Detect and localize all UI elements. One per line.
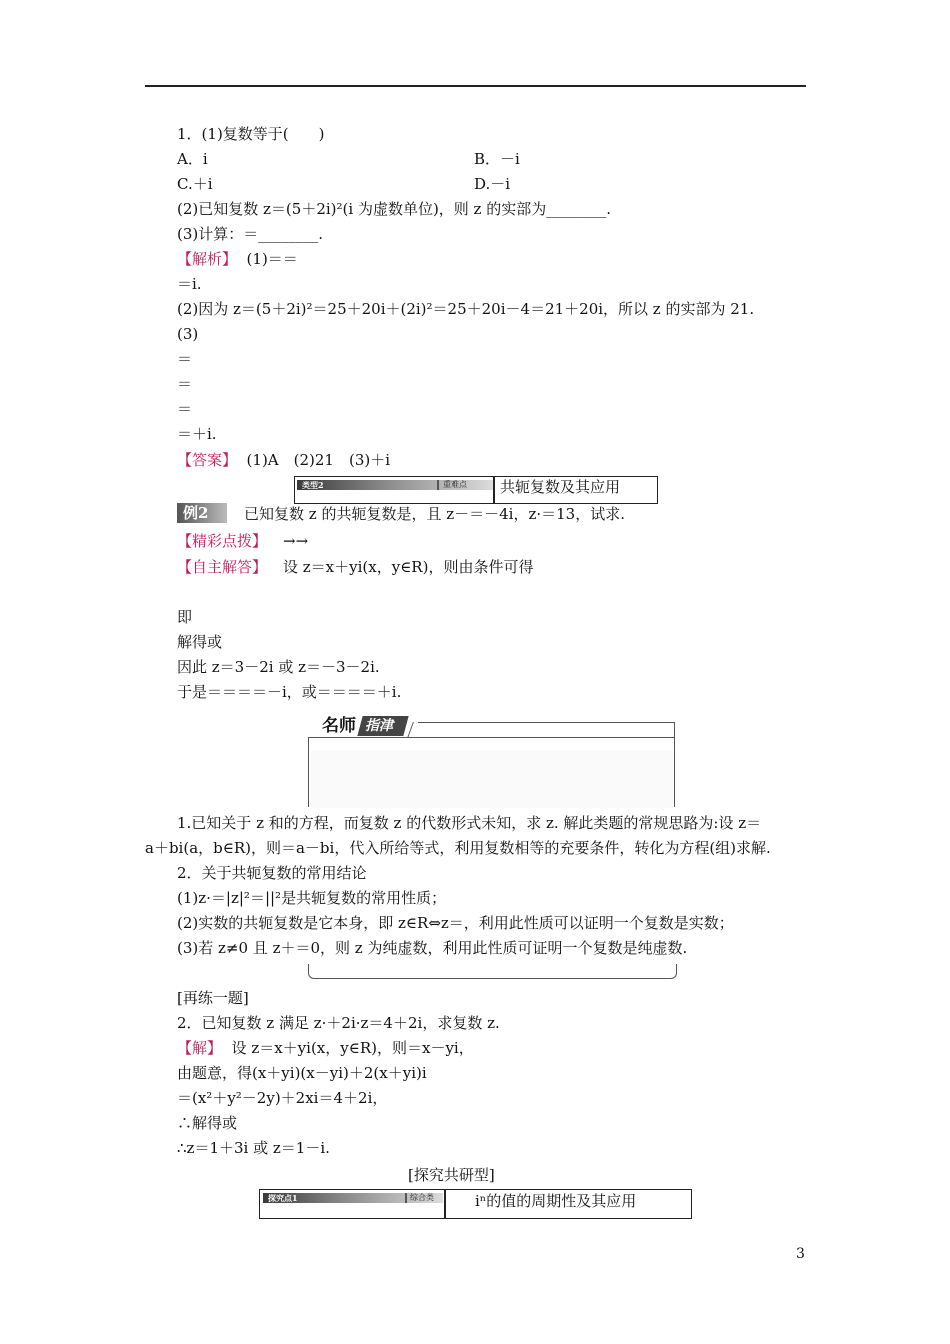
note-4: (2)实数的共轭复数是它本身，即 z∈R⇔z＝，利用此性质可以证明一个复数是实数； [177,914,734,932]
tips-frame-left [308,737,309,807]
practice-solution-line-3: ＝(x²＋y²－2y)＋2xi＝4＋2i， [177,1089,388,1107]
topic-band-2-category: 综合类 [410,1193,434,1202]
self-solve-tag: 【自主解答】 [177,558,268,576]
tips-frame-slant [407,722,424,738]
analysis-line-6: ＝ [177,375,193,393]
practice-heading: [再练一题] [177,989,249,1007]
practice-solution-text: 设 z＝x＋yi(x，y∈R)，则＝x－yi， [222,1039,474,1057]
analysis-tag: 【解析】 [177,250,238,268]
solution-line-4: 于是＝＝＝＝－i，或＝＝＝＝＋i. [177,683,402,701]
topic-band-1-label: 类型2 [302,480,324,490]
self-solve-line [177,557,533,577]
topic-band-1-divider [437,480,439,490]
question-1-stem: 1．(1)复数等于( ) [177,125,325,143]
answer-line [177,450,390,470]
note-1a: 1.已知关于 z 和的方程，而复数 z 的代数形式未知，求 z. 解此类题的常规思路为:设 z＝ [177,814,762,832]
hint-text: →→ [283,532,309,550]
practice-solution-line-2: 由题意，得(x＋yi)(x－yi)＋2(x＋yi)i [177,1064,427,1082]
note-2: 2．关于共轭复数的常用结论 [177,864,367,882]
hint-line [177,531,308,551]
analysis-line-4: (3) [177,325,199,343]
example-text: 已知复数 z 的共轭复数是，且 z－＝－4i，z·＝13，试求. [244,505,625,523]
header-rule [145,85,806,87]
topic-box-2-title: iⁿ的值的周期性及其应用 [475,1192,637,1210]
section-heading: [探究共研型] [408,1166,495,1184]
solution-line-1: 即 [177,608,193,626]
tips-frame-top-right [418,722,675,723]
topic-box-2-divider [444,1189,446,1219]
tips-inner-area [311,750,673,808]
analysis-line-7: ＝ [177,400,193,418]
note-1b: a＋bi(a，b∈R)，则＝a－bi，代入所给等式，利用复数相等的充要条件，转化为方程(组)求解. [145,839,771,857]
self-solve-text: 设 z＝x＋yi(x，y∈R)，则由条件可得 [283,558,534,576]
topic-band-2-label: 探究点1 [268,1193,298,1203]
option-c: C.＋i [177,175,213,193]
topic-band-2-divider [405,1193,407,1203]
note-5: (3)若 z≠0 且 z＋＝0，则 z 为纯虚数，利用此性质可证明一个复数是纯虚数. [177,939,688,957]
practice-solution-line-1 [177,1038,474,1058]
hint-tag: 【精彩点拨】 [177,532,268,550]
solution-line-3: 因此 z＝3－2i 或 z＝－3－2i. [177,658,380,676]
practice-solution-line-4: ∴解得或 [177,1114,238,1132]
practice-solution-line-5: ∴z＝1＋3i 或 z＝1－i. [177,1139,330,1157]
practice-question: 2．已知复数 z 满足 z·＋2i·z＝4＋2i，求复数 z. [177,1014,500,1032]
analysis-text: (1)＝＝ [237,250,298,268]
tips-frame-right [674,722,675,807]
tips-title: 名师 [322,716,356,736]
topic-box-1-title: 共轭复数及其应用 [500,478,621,496]
example-badge: 例2 [177,503,227,523]
question-1-part-3: (3)计算：＝________. [177,225,324,243]
note-3: (1)z·＝|z|²＝||²是共轭复数的常用性质； [177,889,447,907]
analysis-line-5: ＝ [177,350,193,368]
option-a: A．i [177,150,208,168]
analysis-line-1 [177,249,298,269]
analysis-line-2: ＝i. [177,275,202,293]
option-b: B．－i [474,150,520,168]
analysis-line-3: (2)因为 z＝(5＋2i)²＝25＋20i＋(2i)²＝25＋20i－4＝21＋20i，所以 z 的实部为 21. [177,300,755,318]
question-1-part-2: (2)已知复数 z＝(5＋2i)²(i 为虚数单位)，则 z 的实部为________. [177,200,611,218]
tips-badge: 指津 [365,718,393,734]
tips-frame-top [308,737,675,738]
analysis-line-8: ＝＋i. [177,425,217,443]
practice-solution-tag: 【解】 [177,1039,223,1057]
answer-tag: 【答案】 [177,451,238,469]
answer-text: (1)A (2)21 (3)＋i [237,451,391,469]
page-number: 3 [796,1246,805,1262]
topic-band-1-category: 重难点 [443,480,467,489]
topic-box-1-divider [493,476,495,504]
solution-line-2: 解得或 [177,633,223,651]
option-d: D.－i [474,175,511,193]
tips-frame-bottom [308,964,677,979]
